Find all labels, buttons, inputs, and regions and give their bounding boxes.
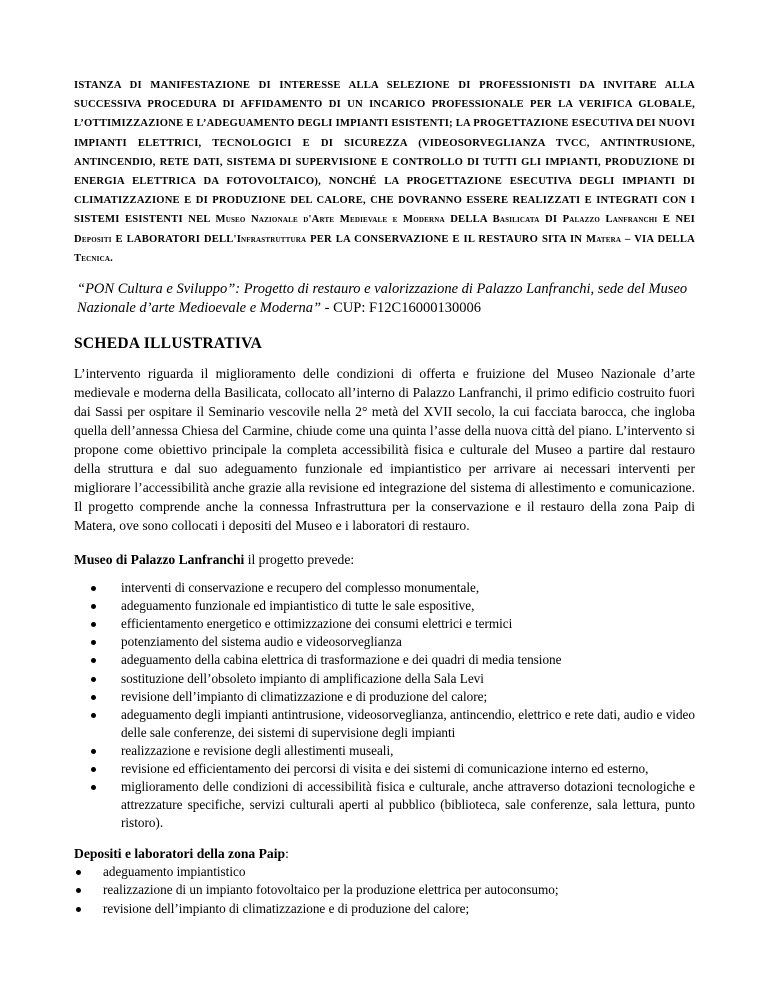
list-item: [74, 706, 695, 742]
list-item-text: potenziamento del sistema audio e videosorveglianza: [121, 634, 402, 650]
list-item: [74, 863, 695, 881]
list-item: [74, 881, 695, 899]
list-item-text: miglioramento delle condizioni di accessibilità fisica e culturale, anche attraverso dotazioni tecnologiche e attrezzature specifiche, servizi culturali aperti al pubblico (biblioteca, sale conferenze, sala lettura, punto ristoro).: [121, 779, 695, 831]
list-item-text: adeguamento funzionale ed impiantistico di tutte le sale espositive,: [121, 598, 475, 614]
project-subtitle: [74, 280, 695, 318]
list-item-text: realizzazione di un impianto fotovoltaico per la produzione elettrica per autoconsumo;: [103, 882, 559, 898]
museo-suffix: il progetto prevede:: [244, 552, 355, 568]
bullet-icon: [91, 695, 96, 700]
list-item: [74, 778, 695, 832]
list-item: [74, 615, 695, 633]
intro-paragraph: L’intervento riguarda il miglioramento delle condizioni di offerta e fruizione del Museo Nazionale d’arte medievale e moderna della Basilicata, collocato all’interno di Palazzo Lanfranchi, il primo edificio costruito fuori dai Sassi per ospitare il Seminario vescovile nella 2° metà del XVII secolo, la cui facciata barocca, che ingloba quella dell’annessa Chiesa del Carmine, chiude come una quinta l’asse della nuova città del piano. L’intervento si propone come obiettivo principale la completa accessibilità fisica e culturale del Museo a partire dal restauro della struttura e dal suo adeguamento funzionale ed impiantistico per arrivare ai necessari interventi per migliorare l’accessibilità anche grazie alla revisione ed integrazione del sistema di allestimento e comunicazione. Il progetto comprende anche la connessa Infrastruttura per la conservazione e il restauro della zona Paip di Matera, ove sono collocati i depositi del Museo e i laboratori di restauro.: [74, 366, 695, 534]
list-item-text: revisione dell’impianto di climatizzazione e di produzione del calore;: [103, 900, 470, 916]
paip-suffix: :: [285, 846, 289, 862]
bullet-icon: [76, 888, 81, 893]
bullet-icon: [91, 713, 96, 718]
list-item: [74, 900, 695, 918]
list-item-text: realizzazione e revisione degli allestimenti museali,: [121, 742, 394, 758]
list-item: [74, 670, 695, 688]
bullet-icon: [76, 870, 81, 875]
bullet-icon: [91, 622, 96, 627]
list-item-text: adeguamento della cabina elettrica di trasformazione e dei quadri di media tensione: [121, 652, 562, 668]
list-item-text: adeguamento impiantistico: [103, 864, 246, 880]
bullet-icon: [91, 767, 96, 772]
list-item-text: interventi di conservazione e recupero del complesso monumentale,: [121, 580, 480, 596]
list-item: [74, 633, 695, 651]
paip-label: Depositi e laboratori della zona Paip: [74, 846, 286, 862]
document-heading: ISTANZA DI MANIFESTAZIONE DI INTERESSE ALLA SELEZIONE DI PROFESSIONISTI DA INVITARE ALLA SUCCESSIVA PROCEDURA DI AFFIDAMENTO DI UN INCARICO PROFESSIONALE PER LA VERIFICA GLOBALE, L’OTTIMIZZAZIONE E L’ADEGUAMENTO DEGLI IMPIANTI ESISTENTI; LA PROGETTAZIONE ESECUTIVA DEI NUOVI IMPIANTI ELETTRICI, TECNOLOGICI E DI SICUREZZA (VIDEOSORVEGLIANZA TVCC, ANTINTRUSIONE, ANTINCENDIO, RETE DATI, SISTEMA DI SUPERVISIONE E CONTROLLO DI TUTTI GLI IMPIANTI, PRODUZIONE DI ENERGIA ELETTRICA DA FOTOVOLTAICO), NONCHÉ LA PROGETTAZIONE ESECUTIVA DEGLI IMPIANTI DI CLIMATIZZAZIONE E DI PRODUZIONE DEL CALORE, CHE DOVRANNO ESSERE REALIZZATI E INTEGRATI CON I SISTEMI ESISTENTI NEL Museo Nazionale d'Arte Medievale e Moderna DELLA Basilicata DI Palazzo Lanfranchi E NEI Depositi E LABORATORI DELL'Infrastruttura PER LA CONSERVAZIONE E IL RESTAURO SITA IN Matera – VIA DELLA Tecnica.: [74, 80, 695, 264]
bullet-icon: [91, 749, 96, 754]
paip-heading: [74, 844, 695, 863]
list-item: [74, 760, 695, 778]
museo-label: Museo di Palazzo Lanfranchi: [74, 552, 245, 568]
list-item-text: revisione dell’impianto di climatizzazione e di produzione del calore;: [121, 688, 488, 704]
bullet-icon: [91, 586, 96, 591]
bullet-icon: [91, 640, 96, 645]
bullet-icon: [91, 658, 96, 663]
bullet-icon: [91, 785, 96, 790]
bullet-icon: [76, 907, 81, 912]
list-item-text: efficientamento energetico e ottimizzazione dei consumi elettrici e termici: [121, 616, 513, 632]
list-item-text: revisione ed efficientamento dei percorsi di visita e dei sistemi di comunicazione interno ed esterno,: [121, 760, 649, 776]
project-subtitle-text: “PON Cultura e Sviluppo”: Progetto di restauro e valorizzazione di Palazzo Lanfranchi, sede del Museo Nazionale d’arte Medioevale e Moderna” -: [77, 281, 688, 317]
list-item: [74, 579, 695, 597]
bullet-icon: [91, 677, 96, 682]
cup-code: CUP: F12C16000130006: [329, 300, 481, 317]
list-item-text: adeguamento degli impianti antintrusione, videosorveglianza, antincendio, elettrico e rete dati, audio e video delle sale conferenze, dei sistemi di supervisione degli impianti: [121, 706, 695, 740]
museo-heading: [74, 550, 695, 569]
paip-list: [74, 863, 695, 917]
museo-list: [74, 579, 695, 832]
list-item: [74, 688, 695, 706]
list-item-text: sostituzione dell’obsoleto impianto di amplificazione della Sala Levi: [121, 670, 484, 686]
list-item: [74, 651, 695, 669]
list-item: [74, 742, 695, 760]
bullet-icon: [91, 604, 96, 609]
list-item: [74, 597, 695, 615]
document-page: [74, 66, 695, 918]
section-title: SCHEDA ILLUSTRATIVA: [74, 335, 263, 353]
